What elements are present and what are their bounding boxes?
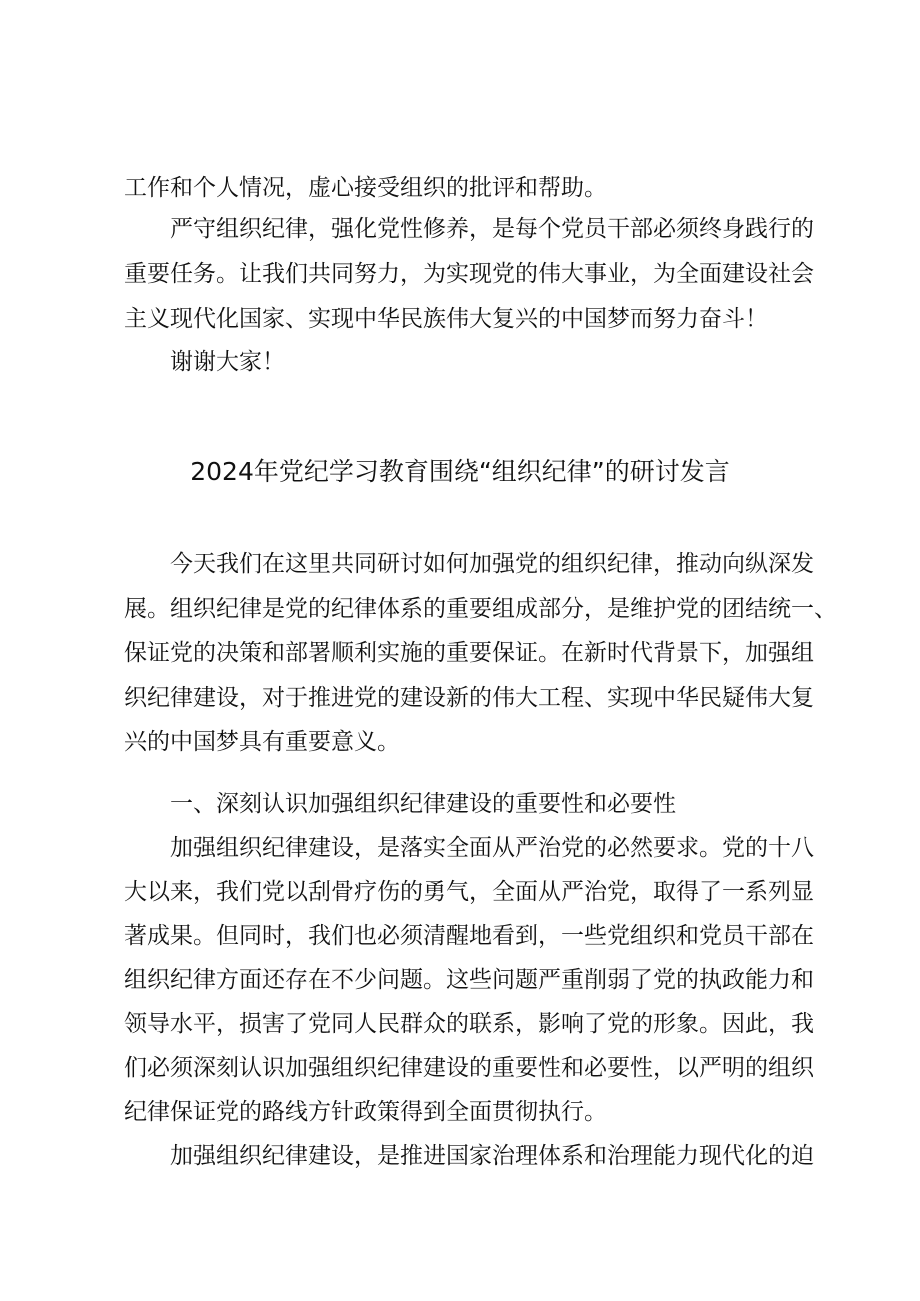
text-line: 严守组织纪律，强化党性修养，是每个党员干部必须终身践行的 [170, 216, 814, 242]
text-line: 加强组织纪律建设，是推进国家治理体系和治理能力现代化的迫 [170, 1143, 814, 1169]
text-line: 工作和个人情况，虚心接受组织的批评和帮助。 [124, 175, 607, 201]
article-title: 2024年党纪学习教育围绕“组织纪律”的研讨发言 [190, 457, 730, 486]
text-line: 织纪律建设，对于推进党的建设新的伟大工程、实现中华民疑伟大复 [124, 685, 814, 711]
text-line: 著成果。但同时，我们也必须清醒地看到，一些党组织和党员干部在 [124, 923, 814, 949]
text-line: 展。组织纪律是党的纪律体系的重要组成部分，是维护党的团结统一、 [124, 596, 837, 622]
text-line: 今天我们在这里共同研讨如何加强党的组织纪律，推动向纵深发 [170, 551, 814, 577]
text-line: 重要任务。让我们共同努力，为实现党的伟大事业，为全面建设社会 [124, 261, 814, 287]
text-line: 组织纪律方面还存在不少问题。这些问题严重削弱了党的执政能力和 [124, 967, 814, 993]
text-line: 纪律保证党的路线方针政策得到全面贯彻执行。 [124, 1099, 607, 1125]
section-heading: 一、深刻认识加强组织纪律建设的重要性和必要性 [170, 791, 676, 817]
text-line: 谢谢大家！ [170, 349, 285, 375]
text-line: 兴的中国梦具有重要意义。 [124, 729, 400, 755]
text-line: 加强组织纪律建设，是落实全面从严治党的必然要求。党的十八 [170, 835, 814, 861]
text-line: 领导水平，损害了党同人民群众的联系，影响了党的形象。因此，我 [124, 1011, 814, 1037]
text-line: 们必须深刻认识加强组织纪律建设的重要性和必要性，以严明的组织 [124, 1055, 814, 1081]
text-line: 大以来，我们党以刮骨疗伤的勇气，全面从严治党，取得了一系列显 [124, 879, 814, 905]
text-line: 主义现代化国家、实现中华民族伟大复兴的中国梦而努力奋斗！ [124, 306, 768, 332]
text-line: 保证党的决策和部署顺利实施的重要保证。在新时代背景下，加强组 [124, 640, 814, 666]
